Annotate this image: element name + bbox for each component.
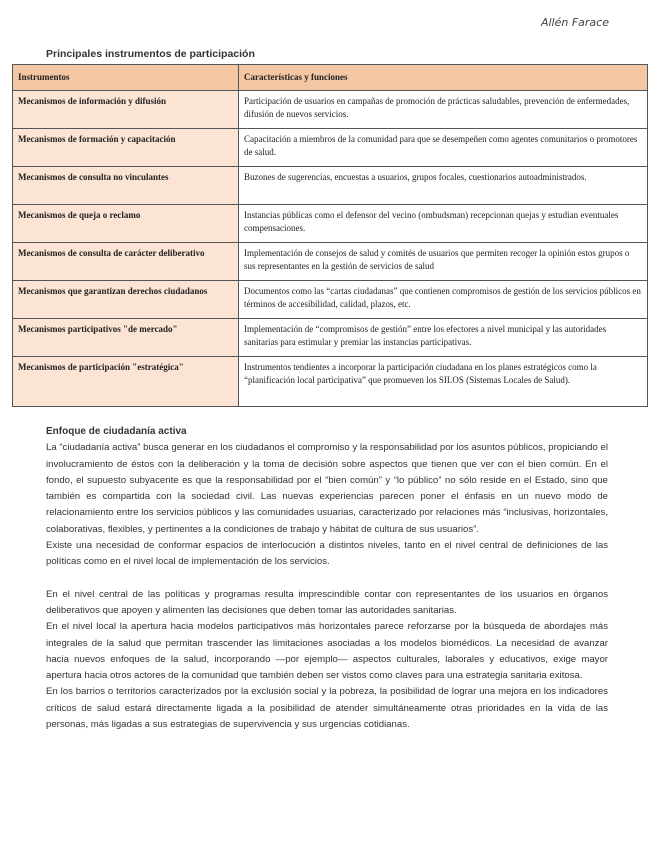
paragraph: Existe una necesidad de conformar espacios de interlocución a distintos niveles, tanto en el nivel central de definiciones de las políticas como en el nivel local de implementación de los servicios. <box>46 540 608 568</box>
description-cell: Capacitación a miembros de la comunidad para que se desempeñen como agentes comunitarios o promotores de salud. <box>239 129 648 167</box>
description-cell: Instrumentos tendientes a incorporar la participación ciudadana en los planes estratégicos como la “planificación local participativa” que promueven los SILOS (Sistemas Locales de Salud). <box>239 357 648 407</box>
description-cell: Participación de usuarios en campañas de promoción de prácticas saludables, prevención de enfermedades, difusión de nuevos servicios. <box>239 91 648 129</box>
table-row <box>13 129 648 167</box>
instrument-cell: Mecanismos de consulta no vinculantes <box>13 167 239 205</box>
section-title: Enfoque de ciudadanía activa <box>46 426 187 437</box>
paragraph: En los barrios o territorios caracterizados por la exclusión social y la pobreza, la posibilidad de lograr una mejora en los indicadores críticos de salud estará directamente ligada a la posibilidad de atender simultáneamente otras prioridades en la vida de las personas, más ligadas a sus estrategias de supervivencia y sus urgencias cotidianas. <box>46 686 608 731</box>
table-caption: Principales instrumentos de participación <box>46 48 255 60</box>
table-row <box>13 243 648 281</box>
paragraph: En el nivel local la apertura hacia modelos participativos más horizontales parece reforzarse por la búsqueda de abordajes más integrales de la salud que permitan trascender las limitaciones asociadas a los modelos biomédicos. La necesidad de avanzar hacia nuevos enfoques de la salud, incorporando —por ejemplo— aspectos culturales, laborales y educativos, exige mayor apertura hacia otros actores de la comunidad que también deben ser vistos como claves para una estrategia sanitaria exitosa. <box>46 621 608 682</box>
instrument-cell: Mecanismos de información y difusión <box>13 91 239 129</box>
paragraph: La “ciudadanía activa” busca generar en los ciudadanos el compromiso y la responsabilidad por los asuntos públicos, propiciando el involucramiento de éstos con la deliberación y la toma de decisión sobre aspectos que tienen que ver con el bien común. En el fondo, el supuesto subyacente es que la responsabilidad por el “bien común” y “lo público” no sólo reside en el Estado, sino que también es compartida con la sociedad civil. Las nuevas experiencias parecen poner el énfasis en un nuevo modo de relacionamiento entre los servicios públicos y las comunidades usuarias, caracterizado por relaciones más “inclusivas, horizontales, colaborativas, flexibles, y pertinentes a la condiciones de trabajo y hábitat de cultura de sus usuarios”. <box>46 442 608 535</box>
description-cell: Implementación de consejos de salud y comités de usuarios que permiten recoger la opinión estos grupos o sus representantes en la gestión de servicios de salud <box>239 243 648 281</box>
table-row <box>13 357 648 407</box>
header-author: Allén Farace <box>540 16 609 29</box>
table-header-row <box>13 65 648 91</box>
description-cell: Instancias públicas como el defensor del vecino (ombudsman) recepcionan quejas y estudian eventuales compensaciones. <box>239 205 648 243</box>
table-row <box>13 167 648 205</box>
table-row <box>13 91 648 129</box>
instrument-cell: Mecanismos de consulta de carácter deliberativo <box>13 243 239 281</box>
table-row <box>13 205 648 243</box>
active-citizenship-section <box>46 424 608 733</box>
paragraph: En el nivel central de las políticas y programas resulta imprescindible contar con representantes de los usuarios en órganos deliberativos que apoyen y alimenten las decisiones que deben tomar las autoridades sanitarias. <box>46 588 608 616</box>
instrument-cell: Mecanismos de participación "estratégica" <box>13 357 239 407</box>
instrument-cell: Mecanismos de formación y capacitación <box>13 129 239 167</box>
column-header-instruments: Instrumentos <box>13 65 239 91</box>
instrument-cell: Mecanismos participativos "de mercado" <box>13 319 239 357</box>
table-row <box>13 319 648 357</box>
instruments-table <box>12 64 648 407</box>
table-row <box>13 281 648 319</box>
instrument-cell: Mecanismos que garantizan derechos ciudadanos <box>13 281 239 319</box>
column-header-characteristics: Características y funciones <box>239 65 648 91</box>
instrument-cell: Mecanismos de queja o reclamo <box>13 205 239 243</box>
description-cell: Buzones de sugerencias, encuestas a usuarios, grupos focales, cuestionarios autoadministrados. <box>239 167 648 205</box>
description-cell: Implementación de “compromisos de gestión” entre los efectores a nivel municipal y las autoridades sanitarias para estimular y premiar las instancias participativas. <box>239 319 648 357</box>
description-cell: Documentos como las “cartas ciudadanas” que contienen compromisos de gestión de los servicios públicos en términos de accesibilidad, calidad, plazos, etc. <box>239 281 648 319</box>
